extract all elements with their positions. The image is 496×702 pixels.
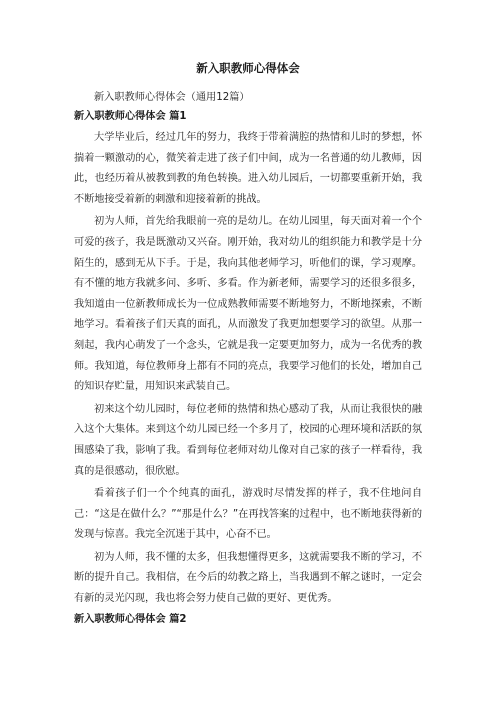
paragraph: 看着孩子们一个个纯真的面孔，游戏时尽情发挥的样子，我不住地问自己：“这是在做什么？”“那是什么？”在再找答案的过程中，也不断地获得新的发现与惊喜。我完全沉迷于其中，心奋不已。 bbox=[74, 488, 422, 541]
paragraph: 初为人师，我不懂的太多，但我想懂得更多，这就需要我不断的学习，不断的提升自己。我相信，在今后的幼教之路上，当我遇到不解之谜时，一定会有新的灵光闪现，我也将会努力使自己做的更好、更优秀。 bbox=[74, 551, 422, 605]
paragraph: 大学毕业后，经过几年的努力，我终于带着满腔的热情和儿时的梦想，怀揣着一颗激动的心，微笑着走进了孩子们中间，成为一名普通的幼儿教师，因此，也经历着从被教到教的角色转换。进入幼儿园后，一切都要重新开始，我不断地接受着新的刺激和迎接着新的挑战。 bbox=[74, 132, 422, 205]
document-subtitle: 新入职教师心得体会（通用12篇） bbox=[94, 92, 250, 103]
document-title: 新入职教师心得体会 bbox=[196, 61, 300, 75]
section-heading-2: 新入职教师心得体会 篇2 bbox=[74, 613, 187, 625]
paragraph: 初为人师，首先给我眼前一亮的是幼儿。在幼儿园里，每天面对着一个个可爱的孩子，我是既激动又兴奋。刚开始，我对幼儿的组织能力和教学是十分陌生的，感到无从下手。于是，我向其他老师学习，听他们的课，学习观摩。有不懂的地方我就多问、多听、多看。作为新老师，需要学习的还很多很多，我知道由一位新教师成长为一位成熟教师需要不断地努力，不断地探索，不断地学习。看着孩子们天真的面孔，从而激发了我更加想要学习的欲望。从那一刻起，我内心萌发了一个念头，它就是我一定要更加努力，成为一名优秀的教师。我知道，每位教师身上都有不同的亮点，我要学习他们的长处，增加自己的知识存贮量，用知识来武装自己。 bbox=[74, 216, 422, 393]
paragraph: 初来这个幼儿园时，每位老师的热情和热心感动了我，从而让我很快的融入这个大集体。来到这个幼儿园已经一个多月了，校园的心理环境和活跃的氛围感染了我，影响了我。看到每位老师对幼儿像对自己家的孩子一样看待，我真的是很感动，很欣慰。 bbox=[74, 403, 422, 477]
section-heading-1: 新入职教师心得体会 篇1 bbox=[74, 111, 187, 122]
